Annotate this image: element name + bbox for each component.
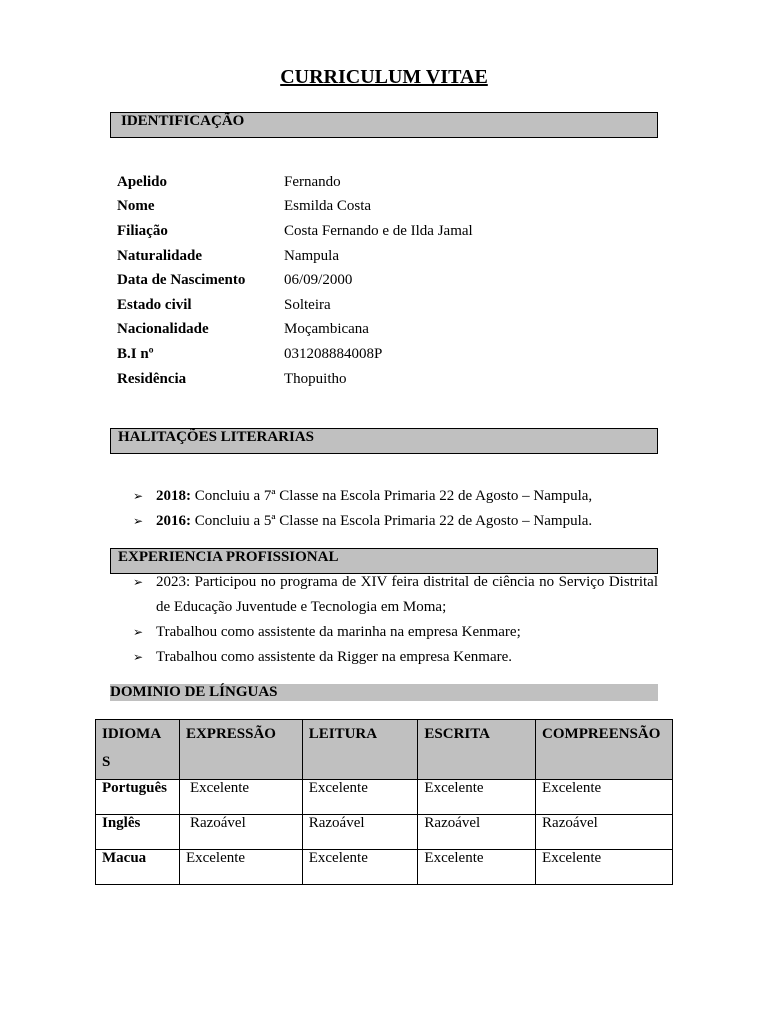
id-value: Moçambicana xyxy=(284,321,369,338)
column-header-line: S xyxy=(102,754,111,770)
id-value: 031208884008P xyxy=(284,345,383,362)
section-header-linguas xyxy=(110,684,658,701)
section-header-label: HALITAÇÕES LITERARIAS xyxy=(118,429,315,445)
table-cell: Razoável xyxy=(536,815,673,850)
id-row xyxy=(117,195,473,220)
list-item xyxy=(133,484,663,509)
section-header-label: EXPERIENCIA PROFISSIONAL xyxy=(118,549,339,565)
page-title: CURRICULUM VITAE xyxy=(280,66,488,88)
education-list xyxy=(133,484,663,534)
id-row xyxy=(117,268,473,293)
experience-text: Trabalhou como assistente da marinha na empresa Kenmare; xyxy=(156,624,521,640)
id-label: Data de Nascimento xyxy=(117,272,246,289)
table-cell: Macua xyxy=(96,850,180,885)
column-header-idioma xyxy=(96,720,180,780)
table-cell: Excelente xyxy=(536,850,673,885)
table-row xyxy=(96,815,673,850)
section-header-habilitacoes xyxy=(110,428,658,454)
id-row xyxy=(117,219,473,244)
table-cell xyxy=(179,815,302,850)
column-header-label: LEITURA xyxy=(308,726,378,742)
cell-value: Razoável xyxy=(189,815,246,831)
table-cell: Excelente xyxy=(302,780,418,815)
column-header-label: ESCRITA xyxy=(424,726,490,742)
section-header-identificacao xyxy=(110,112,658,138)
column-header-leitura xyxy=(302,720,418,780)
table-row xyxy=(96,780,673,815)
column-header-expressao xyxy=(179,720,302,780)
id-label: Residência xyxy=(117,370,187,387)
id-value: Solteira xyxy=(284,296,331,313)
education-year: 2016: xyxy=(156,513,191,529)
arrow-bullet-icon: ➢ xyxy=(133,575,144,589)
id-label: B.I nº xyxy=(117,345,154,362)
education-year: 2018: xyxy=(156,488,191,504)
list-item xyxy=(133,570,658,620)
experience-text: Trabalhou como assistente da Rigger na empresa Kenmare. xyxy=(156,649,513,665)
languages-table xyxy=(95,719,673,885)
id-row xyxy=(117,367,473,392)
education-text: Concluiu a 5ª Classe na Escola Primaria 22 de Agosto – Nampula. xyxy=(191,513,593,529)
id-label: Naturalidade xyxy=(117,247,203,264)
column-header-label: EXPRESSÃO xyxy=(185,726,276,742)
cell-value: Excelente xyxy=(189,780,250,796)
arrow-bullet-icon: ➢ xyxy=(133,489,144,503)
table-cell: Excelente xyxy=(536,780,673,815)
id-value: Nampula xyxy=(284,247,339,264)
id-label: Estado civil xyxy=(117,296,192,313)
id-label: Nome xyxy=(117,198,155,215)
id-row xyxy=(117,342,473,367)
table-header-row xyxy=(96,720,673,780)
id-value: Fernando xyxy=(284,173,341,190)
id-row xyxy=(117,244,473,269)
table-cell: Razoável xyxy=(302,815,418,850)
list-item xyxy=(133,509,663,534)
id-row xyxy=(117,170,473,195)
id-row xyxy=(117,293,473,318)
column-header-line: IDIOMA xyxy=(102,726,162,742)
table-cell: Excelente xyxy=(302,850,418,885)
table-row xyxy=(96,850,673,885)
table-cell: Excelente xyxy=(179,850,302,885)
id-label: Apelido xyxy=(117,173,168,190)
column-header-label: COMPREENSÃO xyxy=(542,726,661,742)
table-cell: Excelente xyxy=(418,780,536,815)
id-label: Nacionalidade xyxy=(117,321,209,338)
id-value: Costa Fernando e de Ilda Jamal xyxy=(284,222,473,239)
table-cell: Razoável xyxy=(418,815,536,850)
column-header-escrita xyxy=(418,720,536,780)
table-cell: Português xyxy=(96,780,180,815)
experience-text: 2023: Participou no programa de XIV feira distrital de ciência no Serviço Distrital de Educação Juventude e Tecnologia em Moma; xyxy=(156,574,658,615)
arrow-bullet-icon: ➢ xyxy=(133,650,144,664)
column-header-compreensao xyxy=(536,720,673,780)
table-cell: Inglês xyxy=(96,815,180,850)
id-value: Esmilda Costa xyxy=(284,198,372,215)
arrow-bullet-icon: ➢ xyxy=(133,625,144,639)
list-item xyxy=(133,645,658,670)
id-row xyxy=(117,318,473,343)
experience-list xyxy=(133,570,658,670)
table-cell xyxy=(179,780,302,815)
id-value: Thopuitho xyxy=(284,370,347,387)
arrow-bullet-icon: ➢ xyxy=(133,514,144,528)
id-label: Filiação xyxy=(117,222,168,239)
table-cell: Excelente xyxy=(418,850,536,885)
identification-list xyxy=(117,170,473,391)
section-header-label: DOMINIO DE LÍNGUAS xyxy=(110,684,278,700)
section-header-label: IDENTIFICAÇÃO xyxy=(121,113,245,129)
list-item xyxy=(133,620,658,645)
id-value: 06/09/2000 xyxy=(284,272,353,289)
education-text: Concluiu a 7ª Classe na Escola Primaria 22 de Agosto – Nampula, xyxy=(191,488,593,504)
